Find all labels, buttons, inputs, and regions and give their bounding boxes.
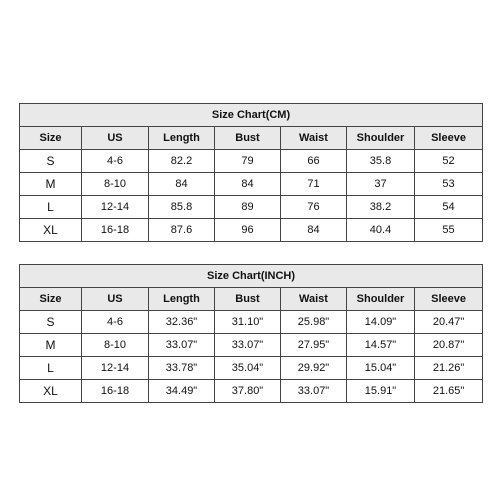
table-cell-waist: 27.95" <box>281 334 347 357</box>
column-header-length: Length <box>149 288 215 311</box>
table-cell-size: XL <box>20 380 82 403</box>
table-cell-waist: 76 <box>281 196 347 219</box>
table-cell-us: 16-18 <box>82 219 149 242</box>
table-cell-us: 8-10 <box>82 334 149 357</box>
table-cell-size: S <box>20 150 82 173</box>
table-cell-bust: 96 <box>215 219 281 242</box>
table-cell-us: 4-6 <box>82 150 149 173</box>
table-cell-bust: 84 <box>215 173 281 196</box>
table-cell-sleeve: 21.65" <box>415 380 483 403</box>
table-row <box>20 311 483 334</box>
table-cell-size: L <box>20 196 82 219</box>
table-cell-sleeve: 21.26" <box>415 357 483 380</box>
column-header-us: US <box>82 127 149 150</box>
table-cell-waist: 29.92" <box>281 357 347 380</box>
table-row <box>20 173 483 196</box>
table-cell-length: 33.78" <box>149 357 215 380</box>
table-cell-length: 82.2 <box>149 150 215 173</box>
table-cell-length: 85.8 <box>149 196 215 219</box>
table-cell-shoulder: 15.04" <box>347 357 415 380</box>
column-header-us: US <box>82 288 149 311</box>
table-row <box>20 334 483 357</box>
column-header-shoulder: Shoulder <box>347 288 415 311</box>
table-cell-length: 84 <box>149 173 215 196</box>
table-cell-length: 87.6 <box>149 219 215 242</box>
column-header-bust: Bust <box>215 127 281 150</box>
title-row <box>20 265 483 288</box>
table-cell-bust: 31.10" <box>215 311 281 334</box>
table-cell-us: 16-18 <box>82 380 149 403</box>
table-cell-bust: 33.07" <box>215 334 281 357</box>
column-header-sleeve: Sleeve <box>415 288 483 311</box>
header-row <box>20 288 483 311</box>
column-header-waist: Waist <box>281 288 347 311</box>
table-cell-sleeve: 54 <box>415 196 483 219</box>
table-cell-shoulder: 15.91" <box>347 380 415 403</box>
column-header-size: Size <box>20 288 82 311</box>
size-chart-cm-table <box>19 103 483 242</box>
table-cell-shoulder: 14.57" <box>347 334 415 357</box>
table-cell-bust: 89 <box>215 196 281 219</box>
table-cell-us: 12-14 <box>82 196 149 219</box>
size-chart-inch-title: Size Chart(INCH) <box>20 265 483 288</box>
column-header-sleeve: Sleeve <box>415 127 483 150</box>
column-header-size: Size <box>20 127 82 150</box>
header-row <box>20 127 483 150</box>
table-cell-size: M <box>20 334 82 357</box>
table-row <box>20 380 483 403</box>
column-header-bust: Bust <box>215 288 281 311</box>
table-cell-shoulder: 40.4 <box>347 219 415 242</box>
table-cell-sleeve: 20.87" <box>415 334 483 357</box>
table-cell-us: 12-14 <box>82 357 149 380</box>
table-row <box>20 196 483 219</box>
table-cell-waist: 33.07" <box>281 380 347 403</box>
table-cell-length: 33.07" <box>149 334 215 357</box>
table-cell-waist: 84 <box>281 219 347 242</box>
table-row <box>20 219 483 242</box>
table-cell-sleeve: 52 <box>415 150 483 173</box>
title-row <box>20 104 483 127</box>
table-cell-shoulder: 35.8 <box>347 150 415 173</box>
table-row <box>20 150 483 173</box>
table-cell-waist: 66 <box>281 150 347 173</box>
table-cell-sleeve: 20.47" <box>415 311 483 334</box>
column-header-length: Length <box>149 127 215 150</box>
table-cell-bust: 35.04" <box>215 357 281 380</box>
size-chart-cm-title: Size Chart(CM) <box>20 104 483 127</box>
table-cell-size: S <box>20 311 82 334</box>
table-row <box>20 357 483 380</box>
column-header-waist: Waist <box>281 127 347 150</box>
table-cell-length: 32.36" <box>149 311 215 334</box>
table-cell-us: 4-6 <box>82 311 149 334</box>
table-cell-bust: 37.80" <box>215 380 281 403</box>
table-cell-sleeve: 53 <box>415 173 483 196</box>
table-cell-us: 8-10 <box>82 173 149 196</box>
table-cell-shoulder: 37 <box>347 173 415 196</box>
table-cell-size: XL <box>20 219 82 242</box>
table-cell-waist: 25.98" <box>281 311 347 334</box>
table-cell-shoulder: 38.2 <box>347 196 415 219</box>
table-cell-sleeve: 55 <box>415 219 483 242</box>
table-cell-waist: 71 <box>281 173 347 196</box>
column-header-shoulder: Shoulder <box>347 127 415 150</box>
table-cell-size: L <box>20 357 82 380</box>
table-cell-shoulder: 14.09" <box>347 311 415 334</box>
table-cell-size: M <box>20 173 82 196</box>
table-cell-length: 34.49" <box>149 380 215 403</box>
size-chart-inch-table <box>19 264 483 403</box>
table-cell-bust: 79 <box>215 150 281 173</box>
